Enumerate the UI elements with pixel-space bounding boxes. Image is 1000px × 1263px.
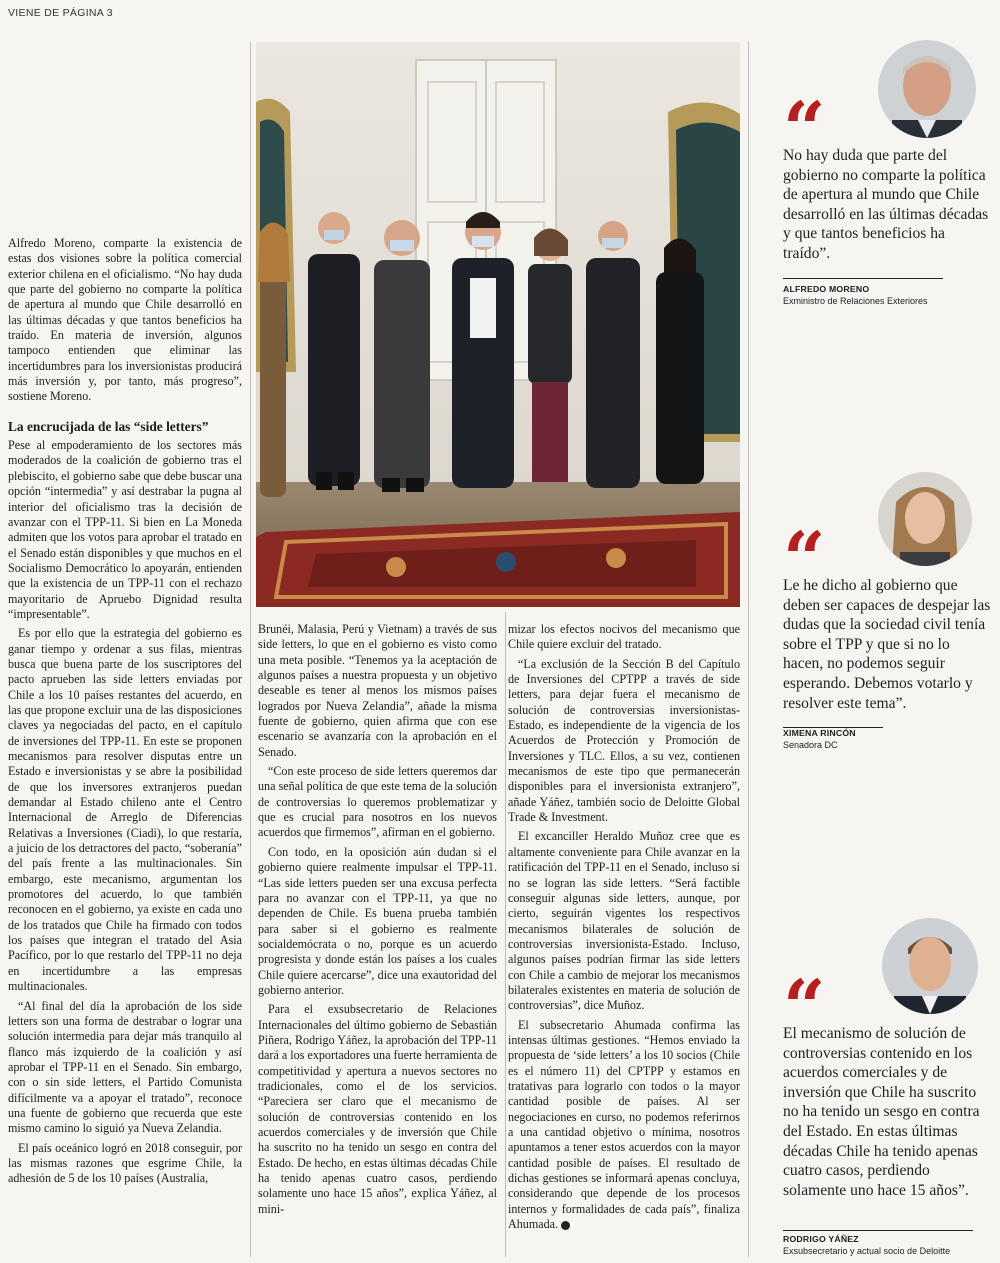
paragraph: Pese al empoderamiento de los sectores más moderados de la coalición de gobierno tras el plebiscito, el gobierno sabe que debe buscar una opción “intermedia” y así destrabar la pugna al interior del oficialismo tras la decisión de avanzar con el TPP-11. Si bien en La Moneda admiten que los votos para aprobar el tratado en el Senado están disponibles y que muchos en el Socialismo Democrático lo apoyarán, entienden que la existencia de un TPP-11 con el rechazo mayoritario de Apruebo Dignidad resulta “impresentable”. <box>8 438 242 621</box>
article-column-3 <box>508 622 740 1236</box>
paragraph: “Con este proceso de side letters queremos dar una señal política de que este tema de la solución de controversias lo queremos problematizar y que es crucial para nosotros en los nuevos acuerdos que firmemos”, afirman en el gobierno. <box>258 764 497 840</box>
group-photo <box>256 42 740 607</box>
paragraph: “La exclusión de la Sección B del Capítulo de Inversiones del CPTPP a través de side letters, para dejar fuera el mecanismo de solución de controversias inversionistas-Estado, es independiente de la vigencia de los Acuerdos de Protección y Promoción de Inversiones y TLC. Ellos, a su vez, contienen mecanismos de este tipo que permanecerán disponibles para el inversionista extranjero”, añade Yáñez, también socio de Deloitte Global Trade & Investment. <box>508 656 740 825</box>
quote-mark-icon: “ <box>783 965 826 1051</box>
end-of-article-icon: P <box>561 1221 570 1230</box>
subheading: La encrucijada de las “side letters” <box>8 418 209 434</box>
pull-quote-rincon <box>783 517 993 713</box>
column-divider <box>250 42 251 1257</box>
paragraph: Alfredo Moreno, comparte la existencia de estas dos visiones sobre la política comercial exterior chilena en el oficialismo. “No hay duda que parte del gobierno no comparte la política de apertura al mundo que Chile desarrolló en las últimas décadas y que tantos beneficios ha traído. En materia de inversión, algunos tampoco entienden que eliminar las incertidumbres para los inversionistas producirá más inversión y, por tanto, más progreso”, sostiene Moreno. <box>8 236 242 404</box>
quote-text: No hay duda que parte del gobierno no comparte la política de apertura al mundo que Chile desarrolló en las últimas décadas y que tantos beneficios ha traído”. <box>783 147 989 262</box>
paragraph: “Al final del día la aprobación de los side letters son una forma de destrabar o lograr una solución intermedia para dejar más tranquilo al flanco más izquierdo de la coalición y así aprobar el TPP-11 en el Senado. Sin embargo, con o sin side letters, el Partido Comunista difícilmente va a apoyar el tratado”, reconoce una fuente de gobierno que recuerda que este mismo camino lo siguió ya Nueva Zelandia. <box>8 998 242 1136</box>
pull-quote-moreno <box>783 87 993 264</box>
paragraph: El país oceánico logró en 2018 conseguir, por las mismas razones que esgrime Chile, la adhesión de 5 de los 10 países (Australia, <box>8 1140 242 1186</box>
paragraph: Con todo, en la oposición aún dudan si el gobierno quiere realmente impulsar el TPP-11. “Las side letters pueden ser una excusa perfecta para no avanzar con el TPP-11, ya que no dependen de Chile. Es buena prueba también para saber si el gobierno es realmente socialdemócrata o no, porque es un acuerdo progresista y donde están los países a los cuales Chile quiere acercarse”, dice una exautoridad del gobierno anterior. <box>258 844 497 997</box>
quote-attribution <box>783 1222 993 1256</box>
quote-author-name: RODRIGO YÁÑEZ <box>783 1234 859 1244</box>
quote-author-role: Senadora DC <box>783 740 838 750</box>
article-column-1 <box>8 236 242 1191</box>
quote-author-name: ALFREDO MORENO <box>783 284 870 294</box>
page-kicker: VIENE DE PÁGINA 3 <box>8 7 113 19</box>
quote-author-name: XIMENA RINCÓN <box>783 728 856 738</box>
quote-mark-icon: “ <box>783 87 826 173</box>
paragraph: mizar los efectos nocivos del mecanismo que Chile quiere excluir del tratado. <box>508 622 740 652</box>
paragraph: El excanciller Heraldo Muñoz cree que es altamente conveniente para Chile avanzar en la ratificación del TPP-11 en el Senado, incluso si no se logran las side letters. “Será factible conseguir algunas side letters, aunque, por cierto, seguirán vigentes los respectivos mecanismos bilaterales de solución de controversias inversionista-Estado. Incluso, algunos países podrían firmar las side letters con Chile a cambio de mejorar los mecanismos bilaterales existentes en materia de solución de controversias”, dice Muñoz. <box>508 829 740 1013</box>
quote-author-role: Exsubsecretario y actual socio de Deloitte <box>783 1246 951 1256</box>
quote-attribution <box>783 272 993 306</box>
paragraph: Para el exsubsecretario de Relaciones Internacionales del último gobierno de Sebastián Piñera, Rodrigo Yáñez, la aprobación del TPP-11 dará a los exportadores una fuerte herramienta de competitividad y apertura a nuevos sectores no tradicionales, como el de los servicios. “Pareciera ser claro que el mecanismo de solución de controversias contenido en los acuerdos comerciales y de inversión que Chile ha suscrito no ha tenido un sesgo en contra del Estado. De hecho, en estas últimas décadas Chile ha tenido apenas cuatro casos, perdiendo solamente uno hace 15 años”, explica Yáñez, al mini- <box>258 1002 497 1216</box>
paragraph: Es por ello que la estrategia del gobierno es ganar tiempo y ordenar a sus filas, mientras busca que buena parte de los suscriptores del pacto aprueben las side letters enviadas por Chile a los 10 países restantes del acuerdo, en las que propone excluir una de las disposiciones claves ya negociadas del pacto, en el capítulo de inversiones del TPP-11. En este se proponen mecanismos para resolver disputas entre un Estado e inversionistas y se abre la posibilidad de que los inversores extranjeros puedan demandar al Estado chileno ante el Centro Internacional de Arreglo de Diferencias Relativas a Inversiones (Ciadi), lo que restaría, a juicio de los detractores del pacto, “soberanía” del país frente a las multinacionales. Sin embargo, este mecanismo, argumentan los promotores del acuerdo, lo que también reconocen en el gobierno, ya existe en cada uno de los tratados que Chile ha firmado con todos los países que integran el tratado del Asia Pacífico, por lo que restarlo del TPP-11 no deja en incertidumbre a las empresas multinacionales. <box>8 626 242 994</box>
quote-author-role: Exministro de Relaciones Exteriores <box>783 296 928 306</box>
column-divider <box>505 612 506 1257</box>
pull-quote-yanez <box>783 965 993 1200</box>
article-column-2 <box>258 622 497 1221</box>
quote-attribution <box>783 716 993 750</box>
quote-text: Le he dicho al gobierno que deben ser capaces de despejar las dudas que la sociedad civil tenía sobre el TPP y que si no lo hacen, no podemos seguir esperando. Debemos votarlo y resolver este tema”. <box>783 577 991 712</box>
quote-text: El mecanismo de solución de controversias contenido en los acuerdos comerciales y de inversión que Chile ha suscrito no ha tenido un sesgo en contra del Estado. En estas últimas décadas Chile ha tenido apenas cuatro casos, perdiendo solamente uno hace 15 años”. <box>783 1025 980 1199</box>
quote-mark-icon: “ <box>783 517 826 603</box>
paragraph: El subsecretario Ahumada confirma las intensas últimas gestiones. “Hemos enviado la propuesta de ‘side letters’ a los 10 socios (Chile es el número 11) del CPTPP y estamos en tratativas para lograrlo con todos o la mayor cantidad posible de países. Al ser negociaciones en curso, no podemos referirnos a una cantidad objetivo o mínima, nosotros apuntamos a tener estos acuerdos con la mayor cantidad posible de países. El resultado de dichas gestiones se informará apenas concluya, considerando que depende de los procesos internos y formalidades de cada país”, finaliza Ahumada. P <box>508 1017 740 1232</box>
column-divider <box>748 42 749 1257</box>
paragraph: Brunéi, Malasia, Perú y Vietnam) a través de sus side letters, lo que en el gobierno es visto como una meta posible. “Tenemos ya la aceptación de algunos países a nuestra propuesta y un objetivo deseable es tener al menos los mismos países logrados por Nueva Zelandia”, añade la misma fuente de gobierno, quien afirma que con ese escenario se avanzaría con la aprobación en el Senado. <box>258 622 497 759</box>
